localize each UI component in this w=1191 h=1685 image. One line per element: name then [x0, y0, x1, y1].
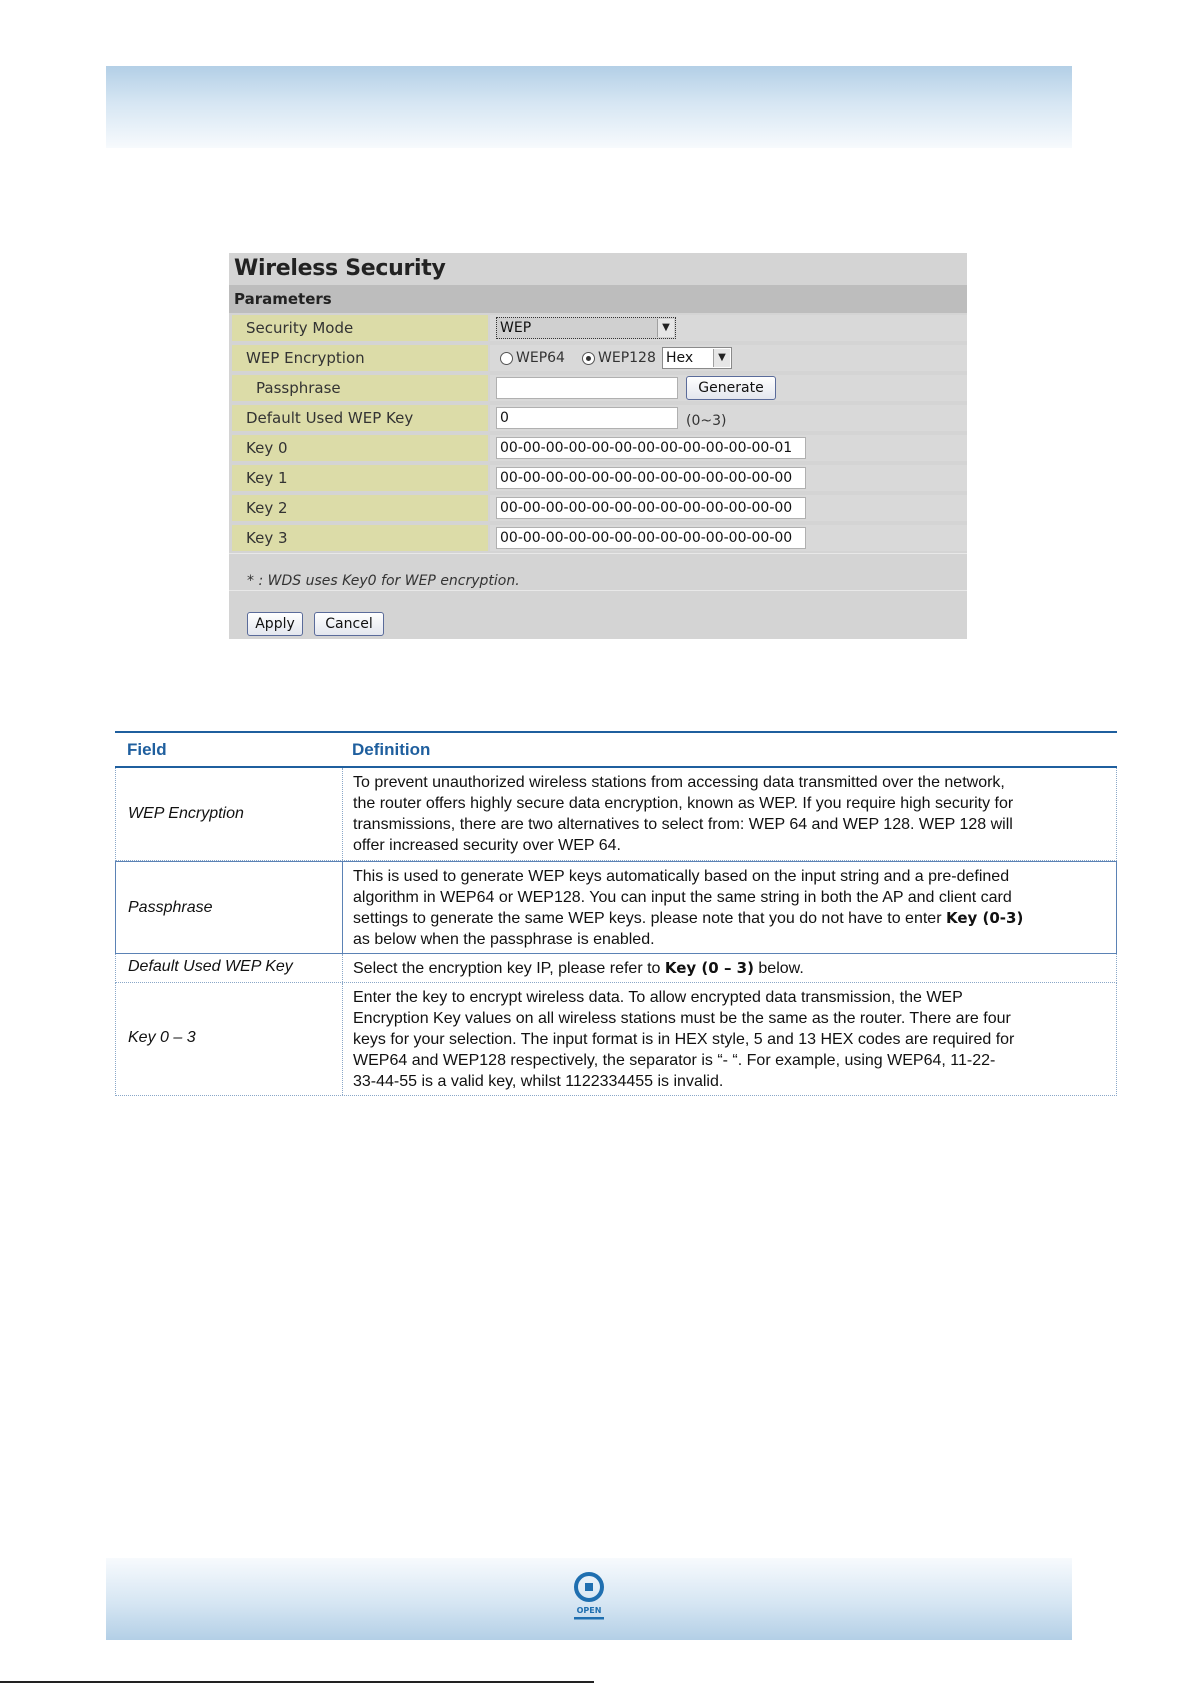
header-definition: Definition [352, 740, 431, 759]
row-security-mode [229, 314, 967, 342]
field-definition: This is used to generate WEP keys automatically based on the input string and a pre-defined algorithm in WEP64 or WEP128. You can input the same string in both the AP and client card settings to generate the same WEP keys. please note that you do not have to enter Key (0-3) as below when the passphrase is enabled. [353, 868, 1024, 948]
keyword: Key (0-3) [945, 909, 1024, 927]
wep128-radio[interactable] [582, 352, 595, 365]
key3-label: Key 3 [232, 525, 488, 551]
row-passphrase [229, 374, 967, 402]
key2-input[interactable] [496, 497, 806, 519]
security-mode-select[interactable] [496, 317, 676, 339]
table-row [115, 861, 1117, 954]
key0-input[interactable] [496, 437, 806, 459]
apply-button[interactable]: Apply [247, 612, 303, 636]
footer-rule [0, 1681, 594, 1683]
table-row [115, 768, 1117, 861]
wep64-label: WEP64 [516, 350, 565, 366]
wep64-radio[interactable] [500, 352, 513, 365]
key1-input[interactable] [496, 467, 806, 489]
field-name: Default Used WEP Key [128, 958, 293, 975]
field-definition: To prevent unauthorized wireless stations from accessing data transmitted over the network, the router offers highly secure data encryption, known as WEP. If you require high security for transmissions, there are two alternatives to select from: WEP 64 and WEP 128. WEP 128 will offer increased security over WEP 64. [353, 774, 1014, 854]
cancel-button[interactable]: Cancel [314, 612, 384, 636]
open-logo [571, 1571, 607, 1623]
parameters-section-header [229, 285, 967, 313]
key1-label: Key 1 [232, 465, 488, 491]
header-band [106, 66, 1072, 148]
row-default-key [229, 404, 967, 432]
passphrase-input[interactable] [496, 377, 678, 399]
divider [229, 553, 967, 554]
generate-button[interactable]: Generate [686, 376, 776, 400]
panel-title: Wireless Security [234, 256, 446, 281]
wep128-label: WEP128 [598, 350, 656, 366]
key0-label: Key 0 [232, 435, 488, 461]
default-key-hint: (0~3) [686, 413, 727, 429]
field-name: WEP Encryption [128, 805, 244, 822]
wep-encryption-label: WEP Encryption [232, 345, 488, 371]
table-row [115, 983, 1117, 1096]
keyword: Key (0 – 3) [664, 959, 754, 977]
default-key-input[interactable] [496, 407, 678, 429]
row-wep-encryption [229, 344, 967, 372]
field-name: Key 0 – 3 [128, 1029, 196, 1046]
logo-text: OPEN [576, 1606, 602, 1615]
divider [229, 590, 967, 591]
row-key2 [229, 494, 967, 522]
wds-note: * : WDS uses Key0 for WEP encryption. [247, 573, 520, 589]
security-mode-value: WEP [500, 320, 532, 336]
header-field: Field [127, 740, 167, 759]
key3-input[interactable] [496, 527, 806, 549]
passphrase-label: Passphrase [232, 375, 488, 401]
table-row [115, 954, 1117, 983]
default-key-label: Default Used WEP Key [232, 405, 488, 431]
field-definition-table [115, 731, 1117, 1095]
field-name: Passphrase [128, 899, 213, 916]
key-format-select[interactable] [662, 347, 732, 369]
row-key0 [229, 434, 967, 462]
security-mode-label: Security Mode [232, 315, 488, 341]
field-definition: Select the encryption key IP, please refer to Key (0 – 3) below. [353, 959, 804, 977]
wireless-security-panel [229, 253, 967, 639]
key-format-value: Hex [666, 350, 694, 366]
table-header [115, 731, 1117, 768]
field-definition: Enter the key to encrypt wireless data. To allow encrypted data transmission, the WEP Encryption Key values on all wireless stations must be the same as the router. There are four keys for your selection. The input format is in HEX style, 5 and 13 HEX codes are required for WEP64 and WEP128 respectively, the separator is “- “. For example, using WEP64, 11-22- 33-44-55 is a valid key, whilst 1122334455 is invalid. [353, 989, 1015, 1090]
section-label: Parameters [234, 290, 332, 308]
chevron-down-icon: ▼ [713, 349, 730, 367]
chevron-down-icon: ▼ [657, 319, 674, 337]
row-key1 [229, 464, 967, 492]
key2-label: Key 2 [232, 495, 488, 521]
row-key3 [229, 524, 967, 552]
